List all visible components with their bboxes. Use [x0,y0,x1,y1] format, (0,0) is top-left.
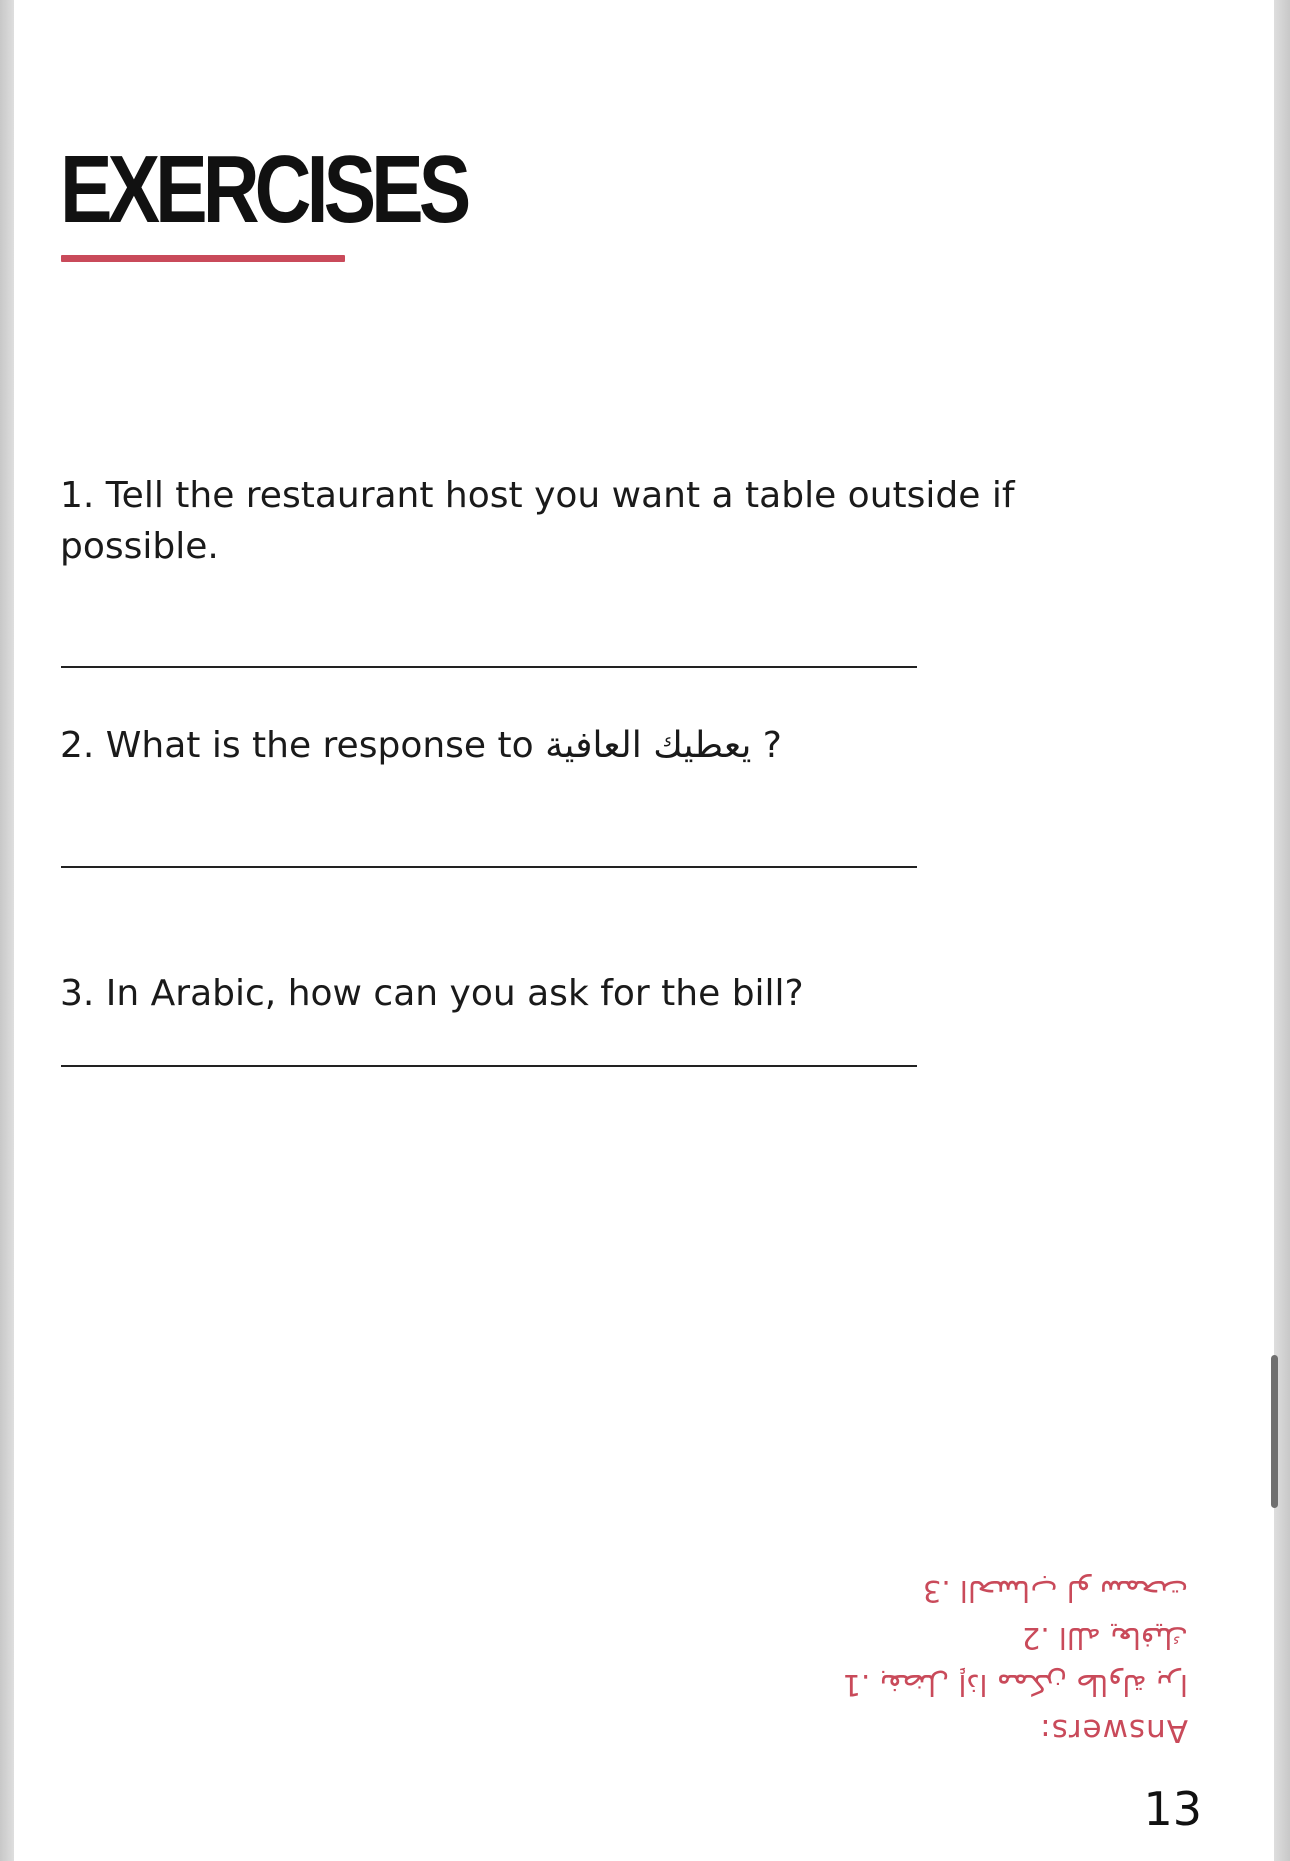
answer-line-1: 1. بفضل إذا ممكن طاولة برا [842,1668,1188,1702]
scrollbar-thumb[interactable] [1271,1355,1278,1508]
question-2-prefix: 2. What is the response to [60,725,546,766]
question-2 [60,720,1120,771]
document-page [14,0,1274,1861]
question-2-arabic: يعطيك العافية [545,725,752,766]
question-1: 1. Tell the restaurant host you want a table outside if possible. [60,475,1015,567]
answer-line-3: 3. الحساب لو سمحت [922,1574,1188,1608]
page-gutter-left [0,0,14,1861]
answer-blank-3 [61,1065,917,1067]
question-3: 3. In Arabic, how can you ask for the bill? [60,973,804,1014]
title-underline [61,255,345,262]
answer-blank-1 [61,666,917,668]
answers-upside-down [768,1552,1188,1752]
answer-blank-2 [61,866,917,868]
question-2-suffix: ? [751,725,782,766]
answers-title: Answers: [1039,1712,1188,1748]
page-number: 13 [1143,1782,1202,1836]
answer-line-2: 2. الله يعافيك [1021,1621,1188,1655]
page-title: EXERCISES [60,136,467,243]
page-gutter-right [1274,0,1290,1861]
